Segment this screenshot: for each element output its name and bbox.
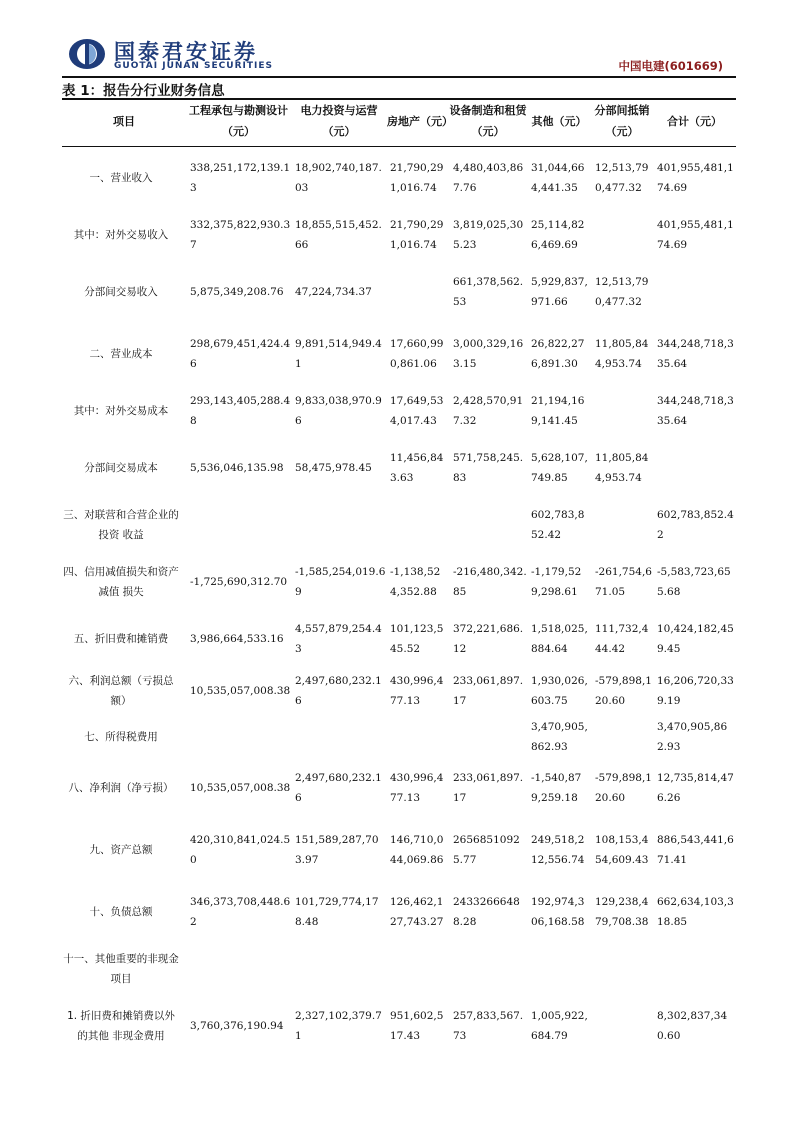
table-cell: 4,557,879,254.43 <box>295 623 382 655</box>
row-label: 九、资产总额 <box>89 844 153 856</box>
table-cell: 293,143,405,288.48 <box>190 395 291 427</box>
table-cell: 26,822,276,891.30 <box>531 338 585 370</box>
report-header <box>0 0 793 78</box>
table-cell: 11,805,844,953.74 <box>595 452 649 484</box>
table-cell: 602,783,852.42 <box>657 509 734 541</box>
table-cell <box>591 717 653 757</box>
row-label: 其中：对外交易成本 <box>73 405 169 417</box>
table-cell: 3,000,329,163.15 <box>453 338 524 370</box>
table-cell: 3,760,376,190.94 <box>190 1020 284 1032</box>
table-cell: 886,543,441,671.41 <box>657 834 734 866</box>
stock-label: 中国电建(601669) <box>618 59 723 73</box>
col-header-equipment: 设备制造和租赁（元） <box>449 100 527 147</box>
table-cell <box>591 209 653 261</box>
table-cell <box>291 717 387 757</box>
table-cell: 10,424,182,459.45 <box>657 623 734 655</box>
table-cell <box>186 943 291 995</box>
row-label: 二、营业成本 <box>89 348 153 360</box>
table-cell: 8,302,837,340.60 <box>657 1010 728 1042</box>
table-cell <box>591 943 653 995</box>
table-cell: 2,497,680,232.16 <box>295 772 382 804</box>
table-cell: 233,061,897.17 <box>453 675 524 707</box>
table-cell: 344,248,718,335.64 <box>657 338 734 370</box>
row-label: 五、折旧费和摊销费 <box>73 633 169 645</box>
table-cell: 332,375,822,930.37 <box>190 219 291 251</box>
table-cell: 10,535,057,008.38 <box>190 685 291 697</box>
table-cell: 951,602,517.43 <box>390 1010 444 1042</box>
table-row <box>62 665 736 717</box>
table-cell: -579,898,120.60 <box>595 675 652 707</box>
row-label: 四、信用减值损失和资产减值 损失 <box>63 566 179 598</box>
table-cell: 249,518,212,556.74 <box>531 834 585 866</box>
table-row <box>62 261 736 323</box>
row-label: 六、利润总额（亏损总额） <box>68 675 174 707</box>
table-cell: 18,855,515,452.66 <box>295 219 382 251</box>
table-cell: 17,649,534,017.43 <box>390 395 444 427</box>
row-label: 分部间交易收入 <box>84 286 158 298</box>
table-cell: 3,819,025,305.23 <box>453 219 524 251</box>
table-cell: 11,456,843.63 <box>390 452 444 484</box>
table-cell: -1,725,690,312.70 <box>190 576 288 588</box>
table-cell: 126,462,127,743.27 <box>390 896 444 928</box>
table-cell: 129,238,479,708.38 <box>595 896 649 928</box>
table-cell: -1,138,524,352.88 <box>390 566 441 598</box>
guotai-junan-logo-icon <box>68 38 106 70</box>
table-cell <box>591 499 653 551</box>
table-cell: 5,929,837,971.66 <box>531 276 588 308</box>
table-cell: 3,986,664,533.16 <box>190 633 284 645</box>
table-cell: 1,930,026,603.75 <box>531 675 588 707</box>
table-cell: 2,497,680,232.16 <box>295 675 382 707</box>
table-cell: -1,540,879,259.18 <box>531 772 582 804</box>
table-cell: 21,790,291,016.74 <box>390 219 444 251</box>
col-header-engineering: 工程承包与勘测设计（元） <box>186 100 291 147</box>
row-label: 其中：对外交易收入 <box>73 229 169 241</box>
table-cell <box>653 261 736 323</box>
col-header-power: 电力投资与运营（元） <box>291 100 387 147</box>
table-cell <box>527 943 591 995</box>
table-cell: 372,221,686.12 <box>453 623 524 655</box>
table-cell: 401,955,481,174.69 <box>657 162 734 194</box>
table-row <box>62 881 736 943</box>
table-row <box>62 613 736 665</box>
table-cell: -1,585,254,019.69 <box>295 566 386 598</box>
table-cell: 12,513,790,477.32 <box>595 276 649 308</box>
table-cell: 662,634,103,318.85 <box>657 896 734 928</box>
table-cell: 108,153,454,609.43 <box>595 834 649 866</box>
table-cell: 12,735,814,476.26 <box>657 772 734 804</box>
table-cell: 21,790,291,016.74 <box>390 162 444 194</box>
table-row <box>62 551 736 613</box>
table-cell: 401,955,481,174.69 <box>657 219 734 251</box>
table-cell: 58,475,978.45 <box>295 462 372 474</box>
table-cell <box>387 499 449 551</box>
table-cell: 11,805,844,953.74 <box>595 338 649 370</box>
table-row <box>62 995 736 1057</box>
table-cell: 9,833,038,970.96 <box>295 395 382 427</box>
table-cell: 2,327,102,379.71 <box>295 1010 382 1042</box>
table-row <box>62 757 736 819</box>
table-row <box>62 943 736 995</box>
table-cell: 346,373,708,448.62 <box>190 896 291 928</box>
row-label: 十一、其他重要的非现金项目 <box>63 953 179 985</box>
table-cell <box>591 995 653 1057</box>
table-cell: 4,480,403,867.76 <box>453 162 524 194</box>
col-header-item: 项目 <box>62 100 186 147</box>
table-cell: 5,628,107,749.85 <box>531 452 588 484</box>
table-cell <box>653 437 736 499</box>
table-cell <box>186 717 291 757</box>
table-cell: 1,518,025,884.64 <box>531 623 588 655</box>
table-cell <box>449 499 527 551</box>
table-cell: 12,513,790,477.32 <box>595 162 649 194</box>
table-cell: 5,875,349,208.76 <box>190 286 284 298</box>
col-header-total: 合计（元） <box>653 100 736 147</box>
table-cell: 3,470,905,862.93 <box>531 721 588 753</box>
segment-financial-table <box>62 100 736 1057</box>
table-cell: 602,783,852.42 <box>531 509 585 541</box>
table-cell: 24332666488.28 <box>453 896 520 928</box>
table-cell: 298,679,451,424.46 <box>190 338 291 370</box>
table-cell <box>387 717 449 757</box>
table-row <box>62 385 736 437</box>
table-cell: 111,732,444.42 <box>595 623 649 655</box>
table-cell <box>291 499 387 551</box>
table-cell: 101,729,774,178.48 <box>295 896 379 928</box>
table-cell <box>653 943 736 995</box>
col-header-other: 其他（元） <box>527 100 591 147</box>
table-cell <box>186 499 291 551</box>
table-cell: 25,114,826,469.69 <box>531 219 585 251</box>
table-cell: 21,194,169,141.45 <box>531 395 585 427</box>
table-cell <box>449 717 527 757</box>
table-cell: 233,061,897.17 <box>453 772 524 804</box>
table-cell: -579,898,120.60 <box>595 772 652 804</box>
row-label: 一、营业收入 <box>89 172 153 184</box>
table-cell: 151,589,287,703.97 <box>295 834 379 866</box>
table-cell <box>387 261 449 323</box>
row-label: 1. 折旧费和摊销费以外的其他 非现金费用 <box>67 1010 175 1042</box>
table-cell: 344,248,718,335.64 <box>657 395 734 427</box>
table-cell: 16,206,720,339.19 <box>657 675 734 707</box>
table-cell: 146,710,044,069.86 <box>390 834 444 866</box>
table-cell: -5,583,723,655.68 <box>657 566 731 598</box>
table-cell: 2,428,570,917.32 <box>453 395 524 427</box>
table-cell: -261,754,671.05 <box>595 566 652 598</box>
table-cell <box>291 943 387 995</box>
table-cell: 192,974,306,168.58 <box>531 896 585 928</box>
table-cell: 571,758,245.83 <box>453 452 524 484</box>
table-cell: 430,996,477.13 <box>390 675 444 707</box>
table-cell <box>449 943 527 995</box>
company-name-en: GUOTAI JUNAN SECURITIES <box>114 61 273 71</box>
company-name-cn: 国泰君安证券 <box>114 40 258 64</box>
row-label: 分部间交易成本 <box>84 462 158 474</box>
table-cell: 257,833,567.73 <box>453 1010 524 1042</box>
row-label: 八、净利润（净亏损） <box>68 782 174 794</box>
table-cell: 1,005,922,684.79 <box>531 1010 588 1042</box>
row-label: 七、所得税费用 <box>84 731 158 743</box>
table-cell: 18,902,740,187.03 <box>295 162 382 194</box>
row-label: 十、负债总额 <box>89 906 153 918</box>
table-cell: 661,378,562.53 <box>453 276 524 308</box>
table-row <box>62 717 736 757</box>
table-row <box>62 323 736 385</box>
table-row <box>62 819 736 881</box>
table-row <box>62 209 736 261</box>
table-cell: 10,535,057,008.38 <box>190 782 291 794</box>
table-cell: 26568510925.77 <box>453 834 520 866</box>
table-cell: 338,251,172,139.13 <box>190 162 291 194</box>
table-cell: 3,470,905,862.93 <box>657 721 728 753</box>
table-cell: 430,996,477.13 <box>390 772 444 804</box>
table-cell: 47,224,734.37 <box>295 286 372 298</box>
table-cell: 101,123,545.52 <box>390 623 444 655</box>
table-cell: 420,310,841,024.50 <box>190 834 291 866</box>
table-row <box>62 499 736 551</box>
row-label: 三、对联营和合营企业的投资 收益 <box>63 509 179 541</box>
header-divider <box>62 76 736 78</box>
table-cell <box>591 385 653 437</box>
table-row <box>62 147 736 210</box>
table-cell: -1,179,529,298.61 <box>531 566 582 598</box>
table-cell: 5,536,046,135.98 <box>190 462 284 474</box>
table-cell: 31,044,664,441.35 <box>531 162 585 194</box>
table-cell: 17,660,990,861.06 <box>390 338 444 370</box>
table-cell <box>387 943 449 995</box>
col-header-real-estate: 房地产（元） <box>387 100 449 147</box>
table-row <box>62 437 736 499</box>
table-cell: 9,891,514,949.41 <box>295 338 382 370</box>
table-header-row <box>62 100 736 147</box>
table-title: 表 1：报告分行业财务信息 <box>62 83 225 99</box>
col-header-elimination: 分部间抵销（元） <box>591 100 653 147</box>
table-cell: -216,480,342.85 <box>453 566 527 598</box>
